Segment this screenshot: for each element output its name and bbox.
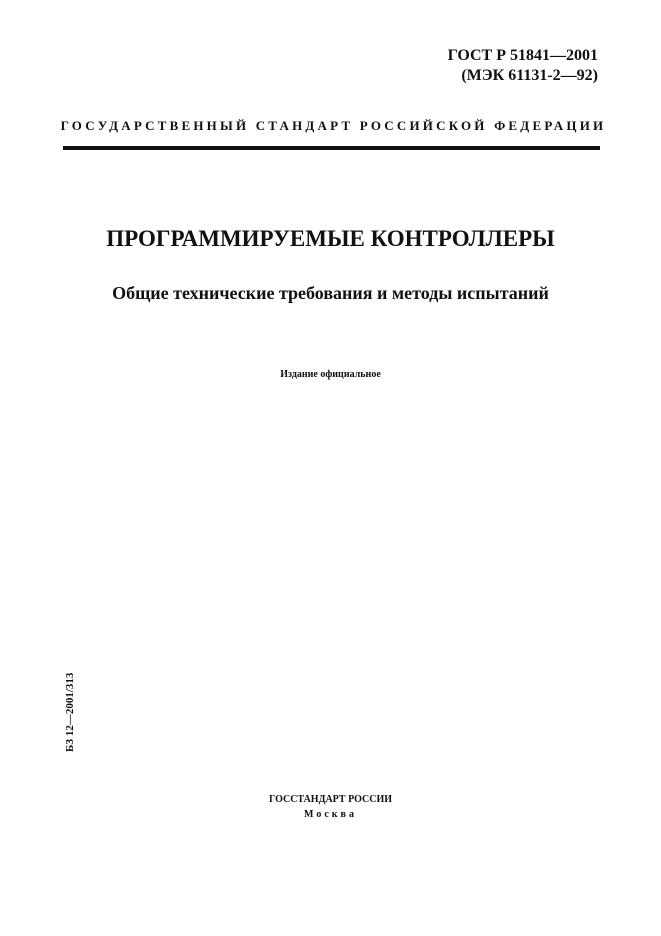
iec-reference: (МЭК 61131-2—92) <box>461 67 598 84</box>
standard-number: ГОСТ Р 51841—2001 <box>447 47 598 64</box>
document-title: ПРОГРАММИРУЕМЫЕ КОНТРОЛЛЕРЫ <box>106 226 555 251</box>
standard-designation <box>448 46 598 86</box>
header-divider <box>63 146 600 150</box>
document-subtitle: Общие технические требования и методы испытаний <box>112 283 549 303</box>
side-catalog-code: БЗ 12—2001/313 <box>64 672 76 752</box>
publisher-name: ГОССТАНДАРТ РОССИИ <box>268 794 393 805</box>
publisher-city: Москва <box>304 809 357 820</box>
edition-note: Издание официальное <box>280 369 381 380</box>
state-standard-banner: ГОСУДАРСТВЕННЫЙ СТАНДАРТ РОССИЙСКОЙ ФЕДЕРАЦИИ <box>60 118 607 133</box>
